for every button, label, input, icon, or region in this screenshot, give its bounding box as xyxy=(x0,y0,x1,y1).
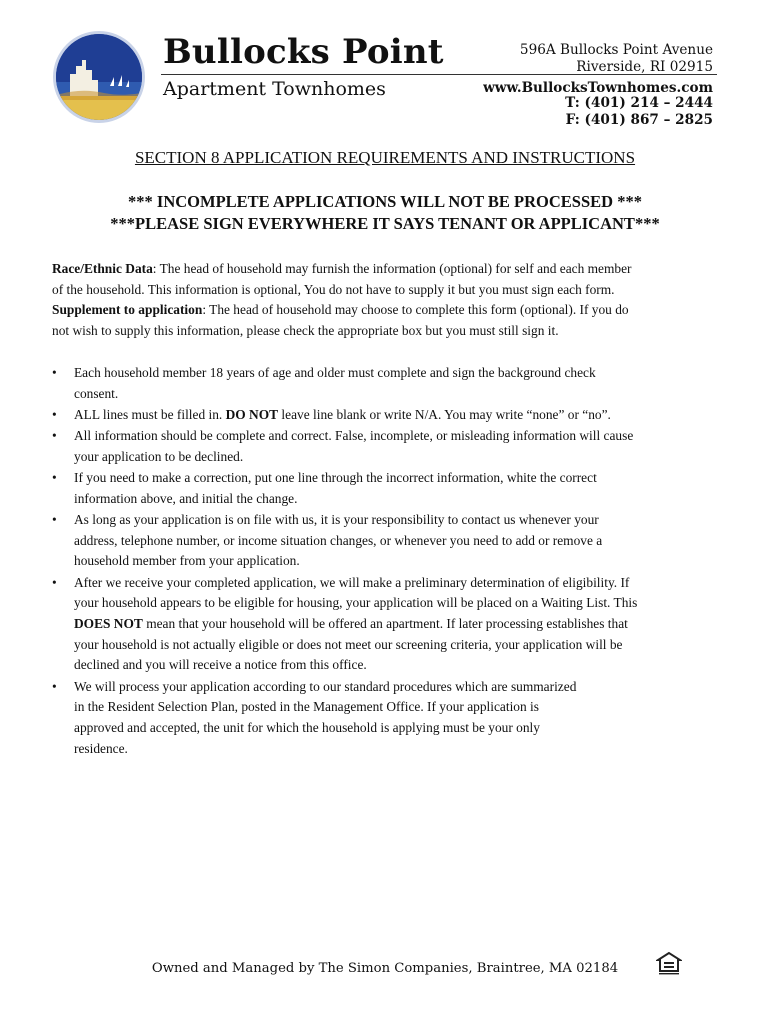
phone-number: T: (401) 214 – 2444 xyxy=(565,95,713,111)
address-line-2: Riverside, RI 02915 xyxy=(576,59,713,75)
list-item: • After we receive your completed application, we will make a preliminary determination of eligibility. If your household appears to be eligible for housing, your application will be placed on a Waiting List. This DOES NOT mean that your household will be offered an apartment. If later processing establishes that your household is not actually eligible or does not meet our screening criteria, your application will be declined and you will receive a notice from this office. xyxy=(52,574,638,673)
equal-housing-icon xyxy=(656,951,682,975)
supplement-label: Supplement to application xyxy=(52,302,203,317)
warning-incomplete: *** INCOMPLETE APPLICATIONS WILL NOT BE PROCESSED *** xyxy=(128,192,642,211)
warning-sign: ***PLEASE SIGN EVERYWHERE IT SAYS TENANT OR APPLICANT*** xyxy=(110,214,660,233)
list-item: • If you need to make a correction, put one line through the incorrect information, white the correct information above, and initial the change. xyxy=(52,470,597,506)
address-line-1: 596A Bullocks Point Avenue xyxy=(519,42,713,58)
bullet-icon: • xyxy=(52,470,57,486)
bullet-icon: • xyxy=(52,678,57,694)
list-item: • All information should be complete and correct. False, incomplete, or misleading information will cause your application to be declined. xyxy=(52,428,634,464)
brand-subtitle: Apartment Townhomes xyxy=(163,78,386,100)
fax-number: F: (401) 867 – 2825 xyxy=(565,112,713,128)
bullet-icon: • xyxy=(52,365,57,380)
list-item: • ALL lines must be filled in. DO NOT leave line blank or write N/A. You may write “none” or “no”. xyxy=(52,405,732,426)
list-item: • Each household member 18 years of age and older must complete and sign the background check consent. xyxy=(52,365,596,401)
list-item: • As long as your application is on file with us, it is your responsibility to contact us whenever your address, telephone number, or income situation changes, or whenever you need to add or remove a household member from your application. xyxy=(52,511,603,569)
instruction-list xyxy=(52,363,732,760)
intro-paragraph xyxy=(52,259,722,341)
intro-race-line-2: of the household. This information is optional, You do not have to supply it but you must sign each form. xyxy=(52,281,615,297)
intro-supp-line-2: not wish to supply this information, please check the appropriate box but you must still sign it. xyxy=(52,322,559,338)
list-item: • We will process your application according to our standard procedures which are summarized in the Resident Selection Plan, posted in the Management Office. If your application is approved and accepted, the unit for which the household is applying must be your only residence. xyxy=(52,678,577,756)
intro-race-line-1: Race/Ethnic Data: The head of household may furnish the information (optional) for self and each member xyxy=(52,261,632,276)
bullet-icon: • xyxy=(52,574,57,590)
lighthouse-logo xyxy=(52,30,146,124)
bullet-icon: • xyxy=(52,406,57,422)
footer-text: Owned and Managed by The Simon Companies, Braintree, MA 02184 xyxy=(151,961,619,976)
race-label: Race/Ethnic Data xyxy=(52,261,153,276)
bullet-icon: • xyxy=(52,428,57,444)
brand-title: Bullocks Point xyxy=(163,32,444,72)
section-title: SECTION 8 APPLICATION REQUIREMENTS AND INSTRUCTIONS xyxy=(134,148,636,167)
website-link[interactable]: www.BullocksTownhomes.com xyxy=(483,80,713,96)
intro-supp-line-1: Supplement to application: The head of household may choose to complete this form (optional). If you do xyxy=(52,302,629,317)
bullet-icon: • xyxy=(52,511,57,527)
